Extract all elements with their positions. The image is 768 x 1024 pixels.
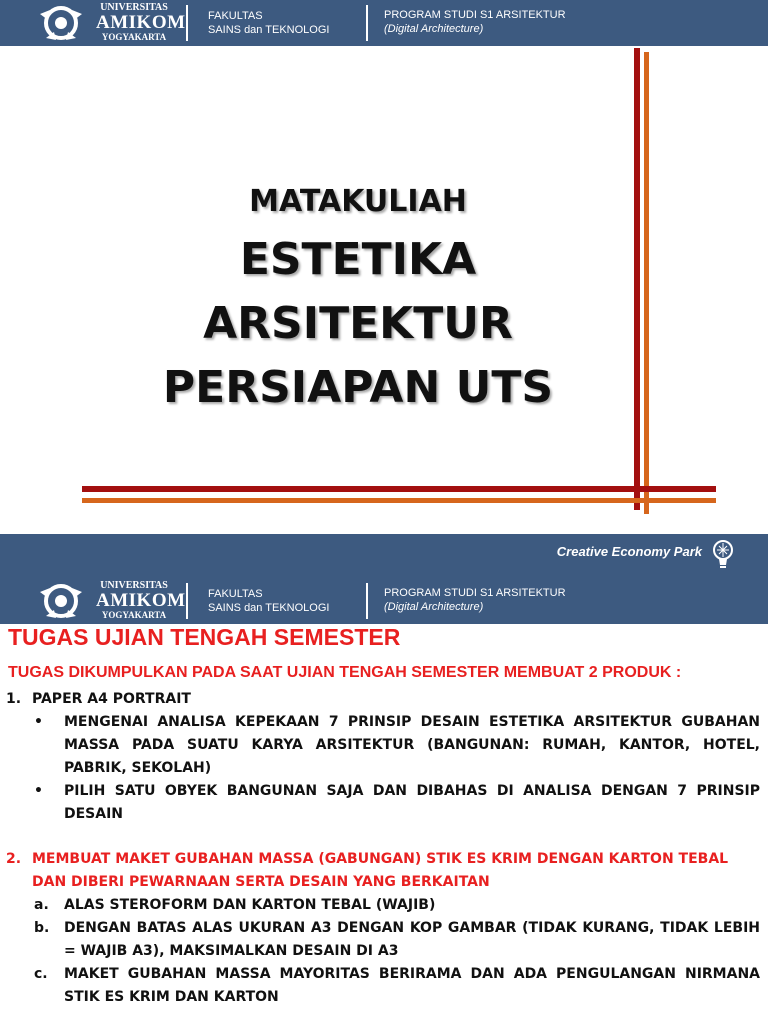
sub-list-item <box>6 894 760 917</box>
header-divider <box>366 5 368 41</box>
university-line3: YOGYAKARTA <box>101 610 167 620</box>
program-line1: PROGRAM STUDI S1 ARSITEKTUR <box>384 587 566 599</box>
faculty-name <box>208 587 329 615</box>
sub-list-item <box>6 917 760 963</box>
header-row <box>0 0 768 46</box>
item-text: MEMBUAT MAKET GUBAHAN MASSA (GABUNGAN) STIK ES KRIM DENGAN KARTON TEBAL DAN DIBERI PEWARNAAN SERTA DESAIN YANG BERKAITAN <box>32 851 729 890</box>
university-line1: UNIVERSITAS <box>100 2 168 13</box>
header-divider <box>186 5 188 41</box>
letter-marker: a. <box>34 897 49 913</box>
bullet-marker: • <box>34 783 43 799</box>
course-title-line1: ESTETIKA <box>239 234 477 285</box>
decor-horizontal-red <box>82 486 716 492</box>
faculty-line1: FAKULTAS <box>208 10 263 22</box>
program-line1: PROGRAM STUDI S1 ARSITEKTUR <box>384 9 566 21</box>
university-line2: AMIKOM <box>96 590 186 611</box>
faculty-line1: FAKULTAS <box>208 588 263 600</box>
university-line3: YOGYAKARTA <box>101 32 167 42</box>
university-line1: UNIVERSITAS <box>100 580 168 591</box>
course-title-line2: ARSITEKTUR <box>203 298 513 349</box>
decor-horizontal-orange <box>82 498 716 503</box>
creative-economy-park-brand: Creative Economy Park <box>556 544 702 559</box>
program-name <box>384 586 566 614</box>
header-divider <box>186 583 188 619</box>
faculty-line2: SAINS dan TEKNOLOGI <box>208 602 330 614</box>
program-line2: (Digital Architecture) <box>384 601 484 613</box>
program-line2: (Digital Architecture) <box>384 23 484 35</box>
university-line2: AMIKOM <box>96 12 186 33</box>
decor-vertical-red <box>634 48 640 510</box>
sub-item-text: MENGENAI ANALISA KEPEKAAN 7 PRINSIP DESAIN ESTETIKA ARSITEKTUR GUBAHAN MASSA PADA SUATU KARYA ARSITEKTUR (BANGUNAN: RUMAH, KANTOR, HOTEL, PABRIK, SEKOLAH) <box>64 714 760 776</box>
header-row <box>0 578 768 624</box>
sub-item-text: ALAS STEROFORM DAN KARTON TEBAL (WAJIB) <box>64 897 436 913</box>
lightbulb-icon <box>710 538 736 572</box>
header-band <box>0 0 768 46</box>
assignment-list <box>6 688 760 1009</box>
spacer <box>6 826 760 848</box>
list-item <box>6 688 760 711</box>
sub-item-text: MAKET GUBAHAN MASSA MAYORITAS BERIRAMA DAN ADA PENGULANGAN NIRMANA STIK ES KRIM DAN KARTON <box>64 966 760 1005</box>
amikom-logo-icon <box>36 4 86 42</box>
program-name <box>384 8 566 36</box>
sub-item-text: DENGAN BATAS ALAS UKURAN A3 DENGAN KOP GAMBAR (TIDAK KURANG, TIDAK LEBIH = WAJIB A3), MAKSIMALKAN DESAIN DI A3 <box>64 920 760 959</box>
list-item <box>6 848 760 894</box>
title-block <box>100 176 616 420</box>
faculty-name <box>208 9 329 37</box>
assignment-slide <box>0 624 768 1024</box>
amikom-logo-icon <box>36 582 86 620</box>
item-text: PAPER A4 PORTRAIT <box>32 691 191 707</box>
course-title-line3: PERSIAPAN UTS <box>162 362 554 413</box>
assignment-heading: TUGAS UJIAN TENGAH SEMESTER <box>8 624 401 650</box>
faculty-line2: SAINS dan TEKNOLOGI <box>208 24 330 36</box>
assignment-subheading: TUGAS DIKUMPULKAN PADA SAAT UJIAN TENGAH SEMESTER MEMBUAT 2 PRODUK : <box>8 664 682 681</box>
sub-item-text: PILIH SATU OBYEK BANGUNAN SAJA DAN DIBAHAS DI ANALISA DENGAN 7 PRINSIP DESAIN <box>64 783 760 822</box>
letter-marker: c. <box>34 966 48 982</box>
bullet-marker: • <box>34 714 43 730</box>
sub-list-item <box>6 711 760 780</box>
header-divider <box>366 583 368 619</box>
decor-vertical-orange <box>644 52 649 514</box>
course-label: MATAKULIAH <box>249 184 467 219</box>
sub-list-item <box>6 963 760 1009</box>
item-number: 1. <box>6 691 22 707</box>
university-name <box>96 2 186 42</box>
letter-marker: b. <box>34 920 50 936</box>
item-number: 2. <box>6 851 22 867</box>
university-name <box>96 580 186 620</box>
sub-list-item <box>6 780 760 826</box>
slide-divider-band <box>0 534 768 624</box>
